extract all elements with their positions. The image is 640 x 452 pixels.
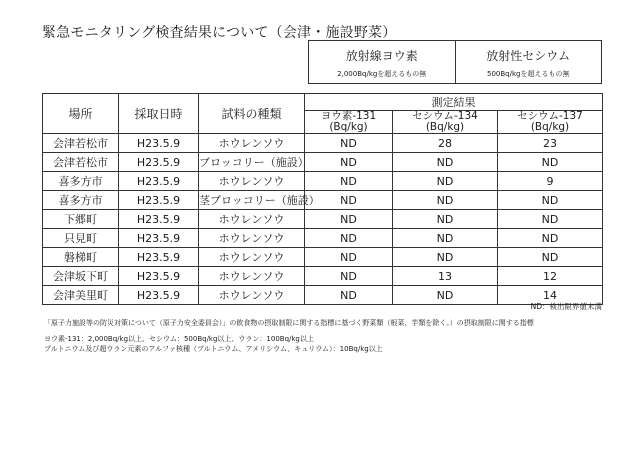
cell-date: H23.5.9 xyxy=(119,229,199,248)
cell-location: 喜多方市 xyxy=(43,172,119,191)
cell-cs134: ND xyxy=(393,210,498,229)
cell-date: H23.5.9 xyxy=(119,286,199,305)
header-iodine-name: ヨウ素-131 xyxy=(320,110,377,122)
limit-iodine xyxy=(309,41,455,83)
limit-iodine-name: 放射線ヨウ素 xyxy=(345,49,418,63)
cell-item: ホウレンソウ xyxy=(199,134,305,153)
limit-cesium xyxy=(455,41,602,83)
header-cs134 xyxy=(393,111,498,134)
table-row xyxy=(43,191,603,210)
cell-item: ホウレンソウ xyxy=(199,172,305,191)
cell-iodine: ND xyxy=(305,267,393,286)
cell-item: ホウレンソウ xyxy=(199,248,305,267)
cell-iodine: ND xyxy=(305,134,393,153)
cell-cs137: 12 xyxy=(498,267,603,286)
table-row xyxy=(43,267,603,286)
cell-cs137: ND xyxy=(498,153,603,172)
cell-item: 茎ブロッコリー（施設） xyxy=(199,191,305,210)
cell-item: ホウレンソウ xyxy=(199,267,305,286)
cell-location: 会津若松市 xyxy=(43,134,119,153)
nd-legend: ND：検出限界値未満 xyxy=(530,302,602,311)
cell-date: H23.5.9 xyxy=(119,248,199,267)
cell-item: ホウレンソウ xyxy=(199,229,305,248)
cell-cs134: 28 xyxy=(393,134,498,153)
header-cs137 xyxy=(498,111,603,134)
limit-cesium-name: 放射性セシウム xyxy=(486,49,571,63)
cell-cs134: ND xyxy=(393,229,498,248)
cell-item: ブロッコリー（施設） xyxy=(199,153,305,172)
cell-date: H23.5.9 xyxy=(119,172,199,191)
cell-cs137: 9 xyxy=(498,172,603,191)
cell-location: 喜多方市 xyxy=(43,191,119,210)
notes xyxy=(44,318,534,354)
cell-cs137: ND xyxy=(498,229,603,248)
cell-iodine: ND xyxy=(305,153,393,172)
cell-location: 磐梯町 xyxy=(43,248,119,267)
cell-cs137: 14 xyxy=(498,286,603,305)
limit-iodine-note: 2,000Bq/kgを超えるもの無 xyxy=(337,70,427,78)
cell-iodine: ND xyxy=(305,191,393,210)
cell-iodine: ND xyxy=(305,286,393,305)
cell-iodine: ND xyxy=(305,172,393,191)
header-cs137-unit: (Bq/kg) xyxy=(530,121,570,133)
cell-cs137: 23 xyxy=(498,134,603,153)
table-row xyxy=(43,134,603,153)
cell-item: ホウレンソウ xyxy=(199,286,305,305)
cell-location: 会津美里町 xyxy=(43,286,119,305)
header-cs134-name: セシウム-134 xyxy=(412,110,478,122)
cell-cs134: ND xyxy=(393,191,498,210)
cell-location: 会津坂下町 xyxy=(43,267,119,286)
page-title: 緊急モニタリング検査結果について（会津・施設野菜） xyxy=(42,25,397,41)
cell-date: H23.5.9 xyxy=(119,210,199,229)
cell-cs134: ND xyxy=(393,248,498,267)
table-row xyxy=(43,210,603,229)
cell-cs134: ND xyxy=(393,153,498,172)
cell-cs137: ND xyxy=(498,248,603,267)
table-row xyxy=(43,248,603,267)
header-iodine-unit: (Bq/kg) xyxy=(329,121,368,133)
header-item: 試料の種類 xyxy=(199,94,305,134)
cell-cs134: ND xyxy=(393,172,498,191)
header-cs137-name: セシウム-137 xyxy=(517,110,583,122)
note-line: 「原子力施設等の防災対策について（原子力安全委員会）」の飲食物の摂取制限に関する指標に基づく野菜類（根菜、芋類を除く。）の摂取制限に関する指標 xyxy=(44,319,534,327)
cell-location: 会津若松市 xyxy=(43,153,119,172)
header-iodine xyxy=(305,111,393,134)
table-row xyxy=(43,172,603,191)
limits-box xyxy=(308,40,602,84)
cell-date: H23.5.9 xyxy=(119,153,199,172)
cell-cs137: ND xyxy=(498,191,603,210)
cell-cs137: ND xyxy=(498,210,603,229)
cell-date: H23.5.9 xyxy=(119,267,199,286)
note-line: プルトニウム及び超ウラン元素のアルファ核種（プルトニウム、アメリシウム、キュリウム）：10Bq/kg以上 xyxy=(44,345,383,353)
cell-date: H23.5.9 xyxy=(119,134,199,153)
cell-location: 只見町 xyxy=(43,229,119,248)
cell-cs134: ND xyxy=(393,286,498,305)
table-row xyxy=(43,153,603,172)
header-measurement: 測定結果 xyxy=(305,94,603,111)
header-cs134-unit: (Bq/kg) xyxy=(425,121,465,133)
results-table xyxy=(42,93,603,305)
cell-item: ホウレンソウ xyxy=(199,210,305,229)
header-date: 採取日時 xyxy=(119,94,199,134)
cell-location: 下郷町 xyxy=(43,210,119,229)
cell-iodine: ND xyxy=(305,210,393,229)
cell-date: H23.5.9 xyxy=(119,191,199,210)
cell-iodine: ND xyxy=(305,229,393,248)
table-row xyxy=(43,229,603,248)
table-row xyxy=(43,286,603,305)
note-line: ヨウ素-131：2,000Bq/kg以上、セシウム：500Bq/kg以上、ウラン：100Bq/kg以上 xyxy=(44,335,314,343)
cell-cs134: 13 xyxy=(393,267,498,286)
cell-iodine: ND xyxy=(305,248,393,267)
header-location: 場所 xyxy=(43,94,119,134)
limit-cesium-note: 500Bq/kgを超えるもの無 xyxy=(487,70,570,78)
